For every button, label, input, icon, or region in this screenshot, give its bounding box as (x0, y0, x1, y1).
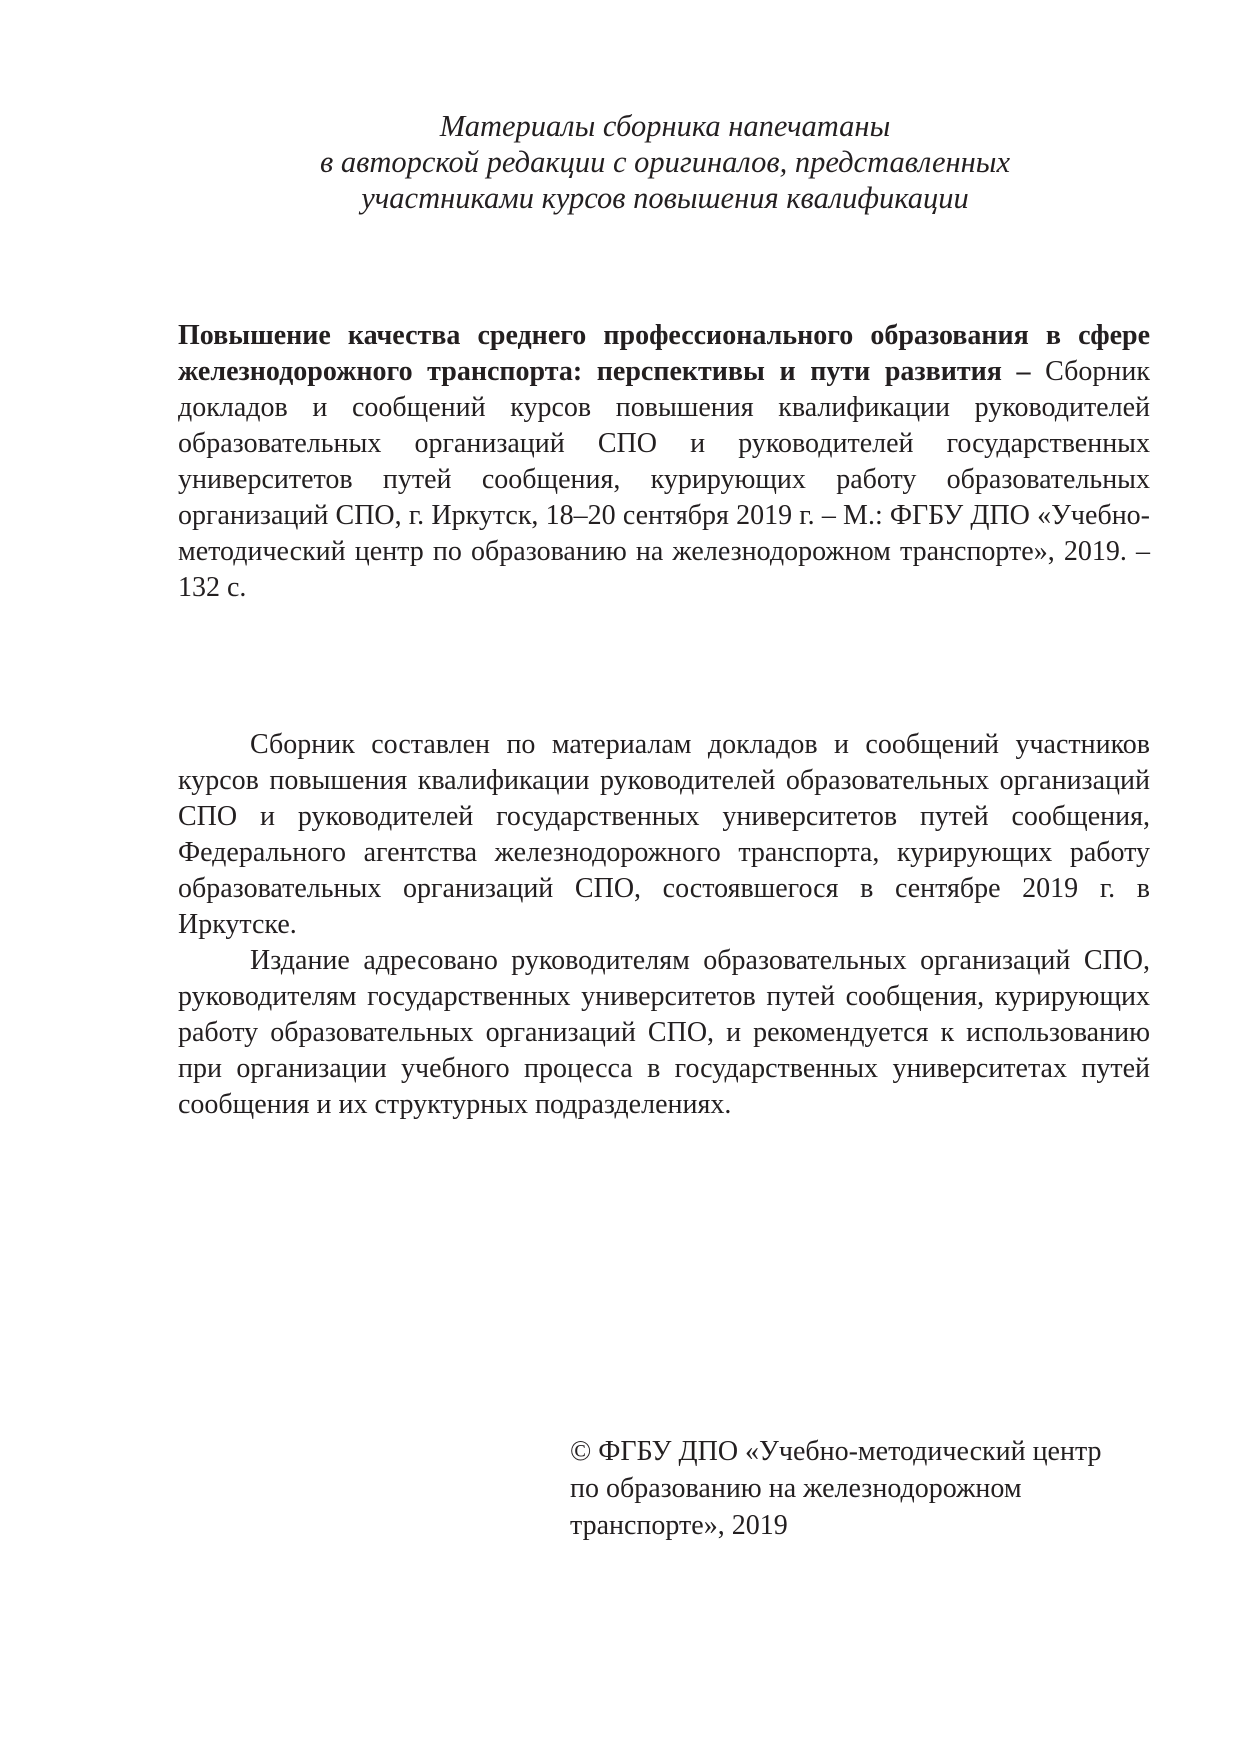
abstract-paragraph: Сборник составлен по материалам докладов и сообщений участников курсов повышения квалификации руководителей образовательных организаций СПО и руководителей государственных университетов путей сообщения, Федерального агентства железнодорожного транспорта, курирующих работу образовательных организаций СПО, состоявшегося в сентябре 2019 г. в Иркутске. (178, 729, 1150, 940)
copyright-notice (570, 1433, 1150, 1544)
copyright-line: по образованию на железнодорожном (570, 1473, 1022, 1504)
publication-title: Повышение качества среднего профессионального образования в сфере железнодорожного транспорта: перспективы и пути развития – (178, 320, 1150, 387)
abstract (178, 727, 1150, 1123)
edition-note-line: Материалы сборника напечатаны (439, 109, 891, 143)
copyright-line: транспорте», 2019 (570, 1510, 788, 1541)
edition-note-line: участниками курсов повышения квалификации (361, 181, 969, 215)
bibliographic-record (178, 318, 1150, 606)
edition-note-line: в авторской редакции с оригиналов, представленных (319, 145, 1011, 179)
copyright-line: © ФГБУ ДПО «Учебно-методический центр (570, 1436, 1102, 1467)
abstract-paragraph: Издание адресовано руководителям образовательных организаций СПО, руководителям государственных университетов путей сообщения, курирующих работу образовательных организаций СПО, и рекомендуется к использованию при организации учебного процесса в государственных университетах путей сообщения и их структурных подразделениях. (178, 945, 1150, 1120)
edition-note (200, 108, 1130, 216)
publication-description: Сборник докладов и сообщений курсов повышения квалификации руководителей образовательных организаций СПО и руководителей государственных университетов путей сообщения, курирующих работу образовательных организаций СПО, г. Иркутск, 18–20 сентября 2019 г. – М.: ФГБУ ДПО «Учебно-методический центр по образованию на железнодорожном транспорте», 2019. – 132 с. (178, 356, 1150, 603)
